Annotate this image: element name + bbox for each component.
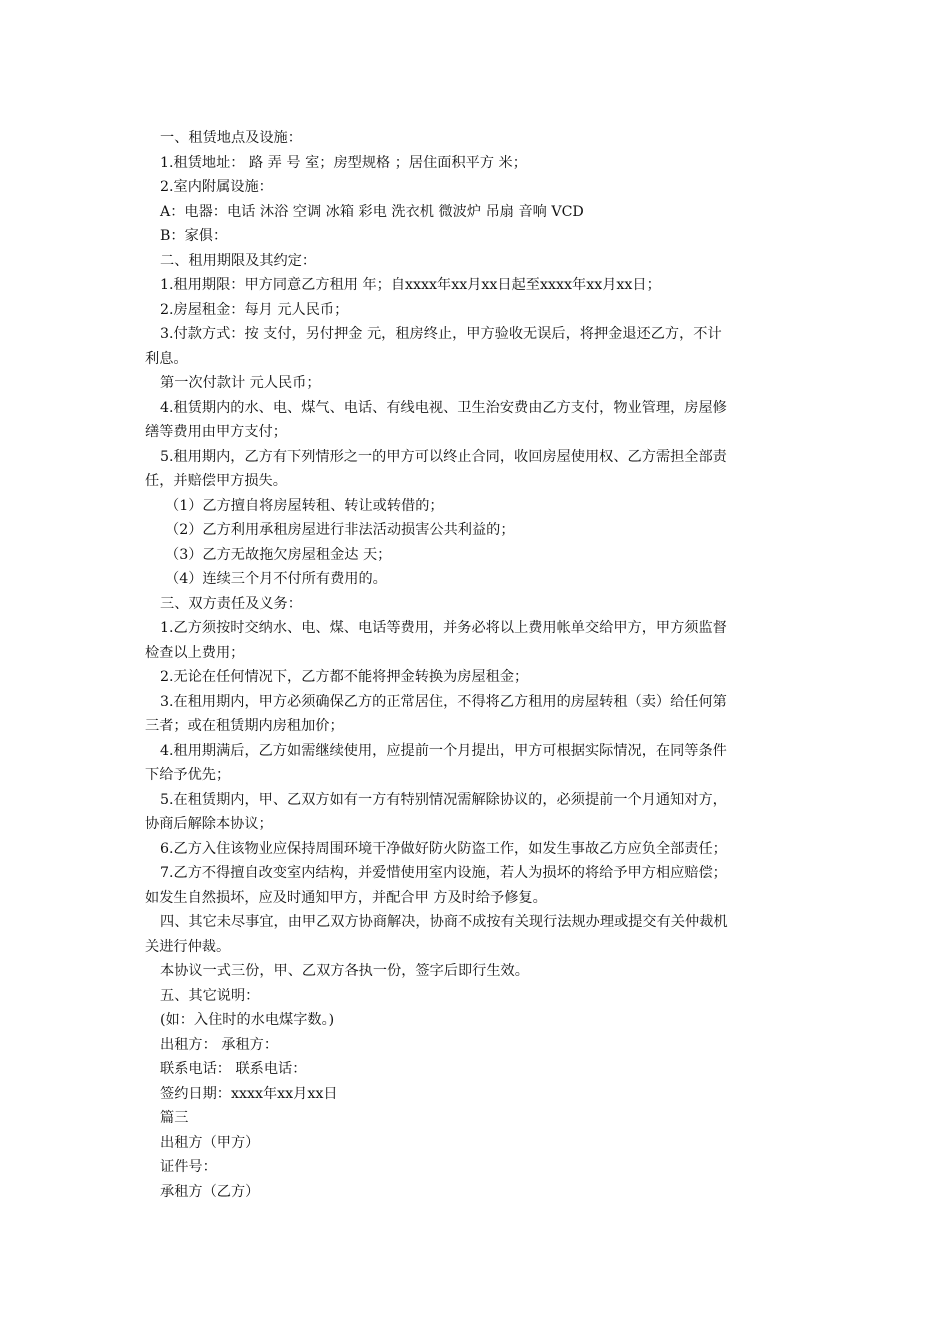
chapter-heading: 篇三: [160, 1110, 189, 1126]
text-line: 证件号：: [160, 1159, 217, 1175]
text-line: 本协议一式三份，甲、乙双方各执一份，签字后即行生效。: [160, 963, 529, 979]
text-line: 6.乙方入住该物业应保持周围环境干净做好防火防盗工作，如发生事故乙方应负全部责任；: [160, 840, 727, 857]
document-page: [145, 126, 805, 1204]
text-line: 下给予优先；: [145, 767, 231, 783]
text-line: 任，并赔偿甲方损失。: [145, 473, 287, 489]
text-line: 2.室内附属设施：: [160, 179, 273, 195]
text-line: 第一次付款计 元人民币；: [160, 375, 321, 391]
text-line: 4.租赁期内的水、电、煤气、电话、有线电视、卫生治安费由乙方支付，物业管理，房屋修: [160, 399, 727, 416]
list-item: （2）乙方利用承租房屋进行非法活动损害公共利益的；: [165, 522, 515, 538]
text-line: 检查以上费用；: [145, 644, 245, 661]
text-line: 3.付款方式：按 支付，另付押金 元，租房终止，甲方验收无误后，将押金退还乙方，不计: [160, 326, 722, 342]
text-line: 7.乙方不得擅自改变室内结构，并爱惜使用室内设施，若人为损坏的将给予甲方相应赔偿；: [160, 865, 727, 881]
text-line: 如发生自然损坏，应及时通知甲方，并配合甲 方及时给予修复。: [145, 889, 547, 906]
text-line: A：电器：电话 沐浴 空调 冰箱 彩电 洗衣机 微波炉 吊扇 音响 VCD: [160, 203, 584, 220]
section-heading-3: 三、双方责任及义务：: [160, 595, 302, 612]
section-heading-5: 五、其它说明：: [160, 987, 260, 1004]
section-heading-2: 二、租用期限及其约定：: [160, 252, 317, 269]
signature-line: 联系电话： 联系电话：: [160, 1061, 307, 1077]
list-item: （3）乙方无故拖欠房屋租金达 天；: [165, 546, 392, 563]
signature-line: 出租方： 承租方：: [160, 1036, 279, 1053]
text-line: 缮等费用由甲方支付；: [145, 424, 287, 440]
text-line: 5.租用期内，乙方有下列情形之一的甲方可以终止合同，收回房屋使用权、乙方需担全部责: [160, 448, 727, 465]
text-line: 出租方（甲方）: [160, 1134, 260, 1151]
text-line: 1.租用期限：甲方同意乙方租用 年；自xxxx年xx月xx日起至xxxx年xx月xx日；: [160, 277, 661, 293]
text-line: 1.租赁地址： 路 弄 号 室；房型规格 ；居住面积平方 米；: [160, 154, 527, 171]
text-line: 3.在租用期内，甲方必须确保乙方的正常居住，不得将乙方租用的房屋转租（卖）给任何第: [160, 693, 727, 710]
text-line: 关进行仲裁。: [145, 938, 231, 955]
text-line: 5.在租赁期内，甲、乙双方如有一方有特别情况需解除协议的，必须提前一个月通知对方，: [160, 791, 727, 808]
text-line: (如：入住时的水电煤字数。): [160, 1012, 335, 1028]
list-item: （1）乙方擅自将房屋转租、转让或转借的；: [165, 497, 444, 514]
text-line: 三者；或在租赁期内房租加价；: [145, 718, 344, 734]
text-line: 2.无论在任何情况下，乙方都不能将押金转换为房屋租金；: [160, 669, 529, 685]
text-line: 协商后解除本协议；: [145, 816, 273, 832]
section-heading-1: 一、租赁地点及设施：: [160, 130, 302, 146]
text-line: B：家俱：: [160, 228, 228, 244]
text-line: 1.乙方须按时交纳水、电、煤、电话等费用，并务必将以上费用帐单交给甲方，甲方须监督: [160, 620, 727, 636]
text-line: 承租方（乙方）: [160, 1183, 260, 1200]
text-line: 2.房屋租金：每月 元人民币；: [160, 301, 349, 318]
section-heading-4: 四、其它未尽事宜，由甲乙双方协商解决，协商不成按有关现行法规办理或提交有关仲裁机: [160, 914, 728, 930]
text-line: 利息。: [145, 350, 188, 367]
text-line: 4.租用期满后，乙方如需继续使用，应提前一个月提出，甲方可根据实际情况，在同等条件: [160, 742, 727, 759]
signature-date: 签约日期：xxxx年xx月xx日: [160, 1085, 338, 1102]
list-item: （4）连续三个月不付所有费用的。: [165, 571, 387, 587]
